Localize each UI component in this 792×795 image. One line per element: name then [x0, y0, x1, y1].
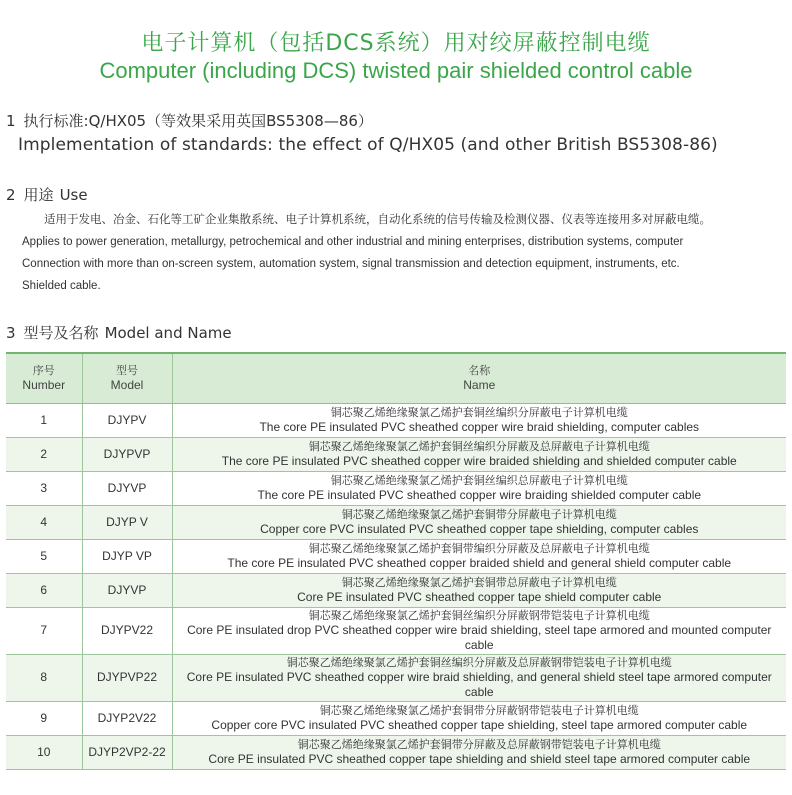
- table-header-row: [6, 353, 786, 403]
- header-model-cn: 型号: [116, 364, 138, 378]
- name-cn: 铜芯聚乙烯绝缘聚氯乙烯护套铜带分屏蔽电子计算机电缆: [341, 508, 617, 521]
- cell-model: DJYPVP: [82, 437, 172, 471]
- cell-name: [172, 437, 786, 471]
- header-name: [172, 353, 786, 403]
- cell-name: [172, 573, 786, 607]
- table-row: [6, 403, 786, 437]
- cell-name: [172, 505, 786, 539]
- cell-number: 3: [6, 471, 82, 505]
- usage-text-english-line-1: Applies to power generation, metallurgy, petrochemical and other industrial and mining enterprises, distribution systems, computer: [22, 236, 684, 248]
- cell-model: DJYPV22: [82, 607, 172, 654]
- name-cn: 铜芯聚乙烯绝缘聚氯乙烯护套铜丝编织分屏蔽及总屏蔽电子计算机电缆: [308, 440, 650, 453]
- section-heading-cn: 执行标准:Q/HX05（等效果采用英国BS5308—86）: [23, 112, 373, 130]
- table-row: [6, 539, 786, 573]
- table-row: [6, 573, 786, 607]
- cell-model: DJYP VP: [82, 539, 172, 573]
- name-en: The core PE insulated PVC sheathed copper wire braiding shielded computer cable: [257, 488, 702, 502]
- name-en: The core PE insulated PVC sheathed copper wire braid shielding, computer cables: [259, 420, 700, 434]
- cell-model: DJYPV: [82, 403, 172, 437]
- title-english: Computer (including DCS) twisted pair shielded control cable: [99, 58, 693, 83]
- name-cn: 铜芯聚乙烯绝缘聚氯乙烯护套铜带分屏蔽及总屏蔽钢带铠装电子计算机电缆: [297, 738, 661, 751]
- cell-model: DJYVP: [82, 471, 172, 505]
- cell-model: DJYPVP22: [82, 654, 172, 701]
- section-1-heading: [6, 110, 373, 131]
- cell-name: [172, 403, 786, 437]
- section-heading-en: Model and Name: [104, 324, 232, 342]
- name-cn: 铜芯聚乙烯绝缘聚氯乙烯护套铜丝编织分屏蔽及总屏蔽钢带铠装电子计算机电缆: [286, 656, 672, 669]
- name-cn: 铜芯聚乙烯绝缘聚氯乙烯护套铜丝编织分屏蔽钢带铠装电子计算机电缆: [308, 609, 650, 622]
- cell-number: 2: [6, 437, 82, 471]
- section-number: 1: [6, 112, 16, 130]
- cell-number: 9: [6, 701, 82, 735]
- header-name-en: Name: [463, 378, 496, 393]
- standard-text-english: Implementation of standards: the effect of Q/HX05 (and other British BS5308-86): [18, 135, 718, 155]
- cell-model: DJYP2VP2-22: [82, 735, 172, 769]
- name-cn: 铜芯聚乙烯绝缘聚氯乙烯护套铜带总屏蔽电子计算机电缆: [341, 576, 617, 589]
- header-model: [82, 353, 172, 403]
- cell-model: DJYVP: [82, 573, 172, 607]
- table-row: [6, 607, 786, 654]
- name-en: The core PE insulated PVC sheathed copper braided shield and general shield computer cable: [227, 556, 732, 570]
- usage-text-english-line-3: Shielded cable.: [22, 280, 101, 292]
- table-row: [6, 701, 786, 735]
- header-number: [6, 353, 82, 403]
- header-name-cn: 名称: [468, 364, 491, 378]
- name-en: Core PE insulated PVC sheathed copper wire braid shielding, and general shield steel tape armored computer cable: [186, 670, 772, 699]
- name-en: Core PE insulated drop PVC sheathed copper wire braid shielding, steel tape armored and mounted computer cable: [187, 623, 772, 652]
- section-2-heading: [6, 184, 88, 205]
- cell-number: 10: [6, 735, 82, 769]
- header-number-cn: 序号: [32, 364, 55, 378]
- cell-number: 1: [6, 403, 82, 437]
- table-row: [6, 735, 786, 769]
- cell-name: [172, 735, 786, 769]
- cell-number: 7: [6, 607, 82, 654]
- cell-number: 6: [6, 573, 82, 607]
- cell-name: [172, 607, 786, 654]
- name-cn: 铜芯聚乙烯绝缘聚氯乙烯护套铜丝编织总屏蔽电子计算机电缆: [330, 474, 628, 487]
- cell-name: [172, 539, 786, 573]
- table-row: [6, 505, 786, 539]
- name-en: Copper core PVC insulated PVC sheathed copper tape shielding, computer cables: [260, 522, 699, 536]
- cell-name: [172, 701, 786, 735]
- cell-number: 8: [6, 654, 82, 701]
- section-3-heading: [6, 322, 232, 343]
- cell-model: DJYP V: [82, 505, 172, 539]
- section-number: 3: [6, 324, 16, 342]
- title-chinese: 电子计算机（包括DCS系统）用对绞屏蔽控制电缆: [141, 31, 651, 56]
- cell-number: 4: [6, 505, 82, 539]
- section-heading-en: Use: [59, 186, 88, 204]
- name-cn: 铜芯聚乙烯绝缘聚氯乙烯护套铜带编织分屏蔽及总屏蔽电子计算机电缆: [308, 542, 650, 555]
- table-row: [6, 437, 786, 471]
- cell-name: [172, 471, 786, 505]
- name-en: Core PE insulated PVC sheathed copper tape shielding and shield steel tape armored computer cable: [208, 752, 751, 766]
- section-heading-cn: 型号及名称: [23, 324, 99, 342]
- name-en: Core PE insulated PVC sheathed copper tape shield computer cable: [297, 590, 662, 604]
- usage-text-english-line-2: Connection with more than on-screen system, automation system, signal transmission and detection equipment, instruments, etc.: [22, 258, 680, 270]
- name-en: Copper core PVC insulated PVC sheathed copper tape shielding, steel tape armored computer cable: [211, 718, 748, 732]
- name-en: The core PE insulated PVC sheathed copper wire braided shielding and shielded computer cable: [221, 454, 737, 468]
- header-model-en: Model: [110, 378, 144, 393]
- usage-text-chinese: 适用于发电、冶金、石化等工矿企业集散系统、电子计算机系统，自动化系统的信号传输及检测仪器、仪表等连接用多对屏蔽电缆。: [44, 212, 711, 226]
- cell-name: [172, 654, 786, 701]
- table-row: [6, 471, 786, 505]
- header-number-en: Number: [22, 378, 66, 393]
- cell-number: 5: [6, 539, 82, 573]
- model-name-table: [6, 352, 786, 770]
- section-heading-cn: 用途: [23, 186, 54, 204]
- table-row: [6, 654, 786, 701]
- name-cn: 铜芯聚乙烯绝缘聚氯乙烯护套铜带分屏蔽钢带铠装电子计算机电缆: [319, 704, 639, 717]
- cell-model: DJYP2V22: [82, 701, 172, 735]
- section-number: 2: [6, 186, 16, 204]
- name-cn: 铜芯聚乙烯绝缘聚氯乙烯护套铜丝编织分屏蔽电子计算机电缆: [330, 406, 628, 419]
